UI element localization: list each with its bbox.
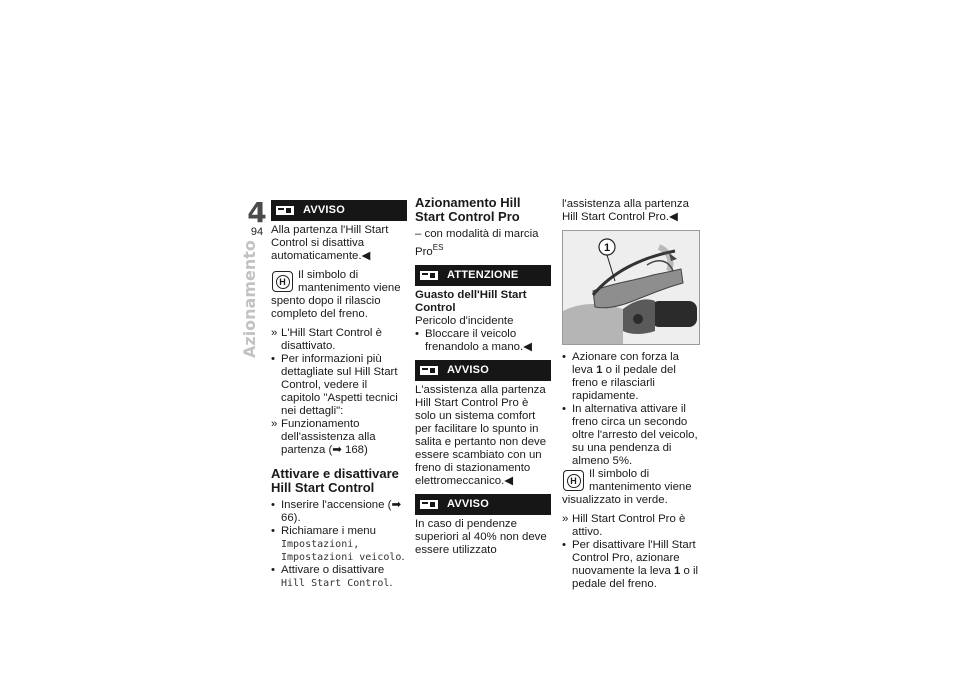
bullet-text: Azionare con forza la leva [572,351,680,376]
paragraph [562,198,700,224]
result-text: Hill Start Control Pro è attivo. [572,513,686,538]
avviso-bar [415,494,551,515]
result-text: Funzionamento dell'assistenza alla partenza ( [281,418,376,456]
bullet-text: Per informazioni più dettagliate sul Hill Start Control, vedere il capitolo "Aspetti tecnici nei dettagli": [281,353,398,417]
figure-callout: 1 [603,242,611,254]
section-label: Azionamento [240,240,259,358]
hold-note [271,269,407,321]
list-item: • Attivare o disattivare Hill Start Control. [271,564,393,589]
bullet-text: Richiamare i menu [281,525,376,537]
avviso-label: AVVISO [447,497,489,510]
chapter-number: 4 [247,196,267,229]
superscript: ES [432,243,444,252]
avviso-bar [271,200,407,221]
list-item: • In alternativa attivare il freno circa un secondo oltre l'arresto del veicolo, su una pendenza di almeno 5%. [562,403,700,468]
hill-hold-icon: H [272,271,293,292]
end-triangle-icon: ◀ [504,474,514,487]
list-item: • Inserire l'accensione (➡ 66). [271,499,401,524]
column-3 [562,198,700,591]
brake-lever-figure [562,230,700,345]
arrow-ref-icon: ➡ [332,444,342,456]
end-triangle-icon: ◀ [361,250,371,262]
avviso-bar [415,360,551,381]
result-item: » L'Hill Start Control è disattivato. [271,327,407,353]
hill-hold-icon: H [563,470,584,491]
attenzione-label: ATTENZIONE [447,268,519,281]
warning-text: Pericolo d'incidente [415,314,514,327]
bullet-text: Bloccare il veicolo frenandolo a mano. [425,327,524,353]
text: Alla partenza l'Hill Start Control si disattiva automaticamente. [271,224,389,262]
hold-note [562,468,700,507]
paragraph [271,224,407,263]
section-heading: Attivare e disattivare Hill Start Control [271,466,399,495]
list-item: • Azionare con forza la leva 1 o il pedale del freno e rilasciarli rapidamente. [562,351,680,402]
paragraph [415,384,551,488]
hold-text: Il simbolo di mantenimento viene spento dopo il rilascio completo del freno. [271,269,401,320]
hold-text: Il simbolo di mantenimento viene visualizzato in verde. [562,468,692,506]
hand-pointing-icon [418,496,440,513]
end-triangle-icon: ◀ [523,340,532,353]
page-ref: 66). [281,512,301,524]
avviso-label: AVVISO [447,363,489,376]
callout-ref: 1 [673,565,681,577]
result-text: L'Hill Start Control è disattivato. [281,327,382,352]
bullet-text: Inserire l'accensione ( [281,499,392,511]
menu-item: Hill Start Control [281,578,390,589]
section-heading: Azionamento Hill Start Control Pro [415,195,521,224]
callout-ref: 1 [596,364,603,376]
list-item: • Per informazioni più dettagliate sul Hill Start Control, vedere il capitolo "Aspetti tecnici nei dettagli": [271,353,407,418]
text: L'assistenza alla partenza Hill Start Control Pro è solo un sistema comfort per facilitare lo spunto in salita e pertanto non deve essere scambiato con un freno di stazionamento elettromeccanico. [415,383,547,487]
column-2 [415,196,551,557]
bullet-text: Attivare o disattivare [281,564,385,576]
result-item: » Funzionamento dell'assistenza alla partenza (➡ 168) [271,418,376,456]
page-ref: 168) [345,444,368,456]
paragraph: In caso di pendenze superiori al 40% non deve essere utilizzato [415,517,547,556]
bullet-text: o il pedale del freno e rilasciarli rapidamente. [572,364,676,402]
avviso-label: AVVISO [303,204,345,216]
hand-pointing-icon [418,362,440,379]
attenzione-bar [415,265,551,286]
bullet-text: Per disattivare l'Hill Start Control Pro, azionare nuovamente la leva [572,539,696,577]
text: l'assistenza alla partenza Hill Start Control Pro. [562,198,689,223]
menu-path: Impostazioni, Impostazioni veicolo [281,539,402,563]
arrow-ref-icon: ➡ [391,499,401,511]
bullet-text: In alternativa attivare il freno circa un secondo oltre l'arresto del veicolo, su una pendenza di almeno 5%. [572,403,698,467]
list-item: • Per disattivare l'Hill Start Control Pro, azionare nuovamente la leva 1 o il pedale del freno. [562,539,699,590]
page-number: 94 [250,226,264,238]
column-1 [271,200,407,590]
list-item: • Bloccare il veicolo frenandolo a mano.◀ [415,327,532,353]
subtitle [415,228,551,259]
subtitle-text: – con modalità di marcia Pro [415,228,539,258]
list-item: • Richiamare i menu Impostazioni, Impostazioni veicolo. [271,525,405,563]
result-item: » Hill Start Control Pro è attivo. [562,513,700,539]
bullet-text: o il pedale del freno. [572,565,699,590]
hand-pointing-icon [418,267,440,284]
hand-pointing-icon [274,202,296,219]
end-triangle-icon: ◀ [668,211,678,223]
warning-title: Guasto dell'Hill Start Control [415,288,527,314]
